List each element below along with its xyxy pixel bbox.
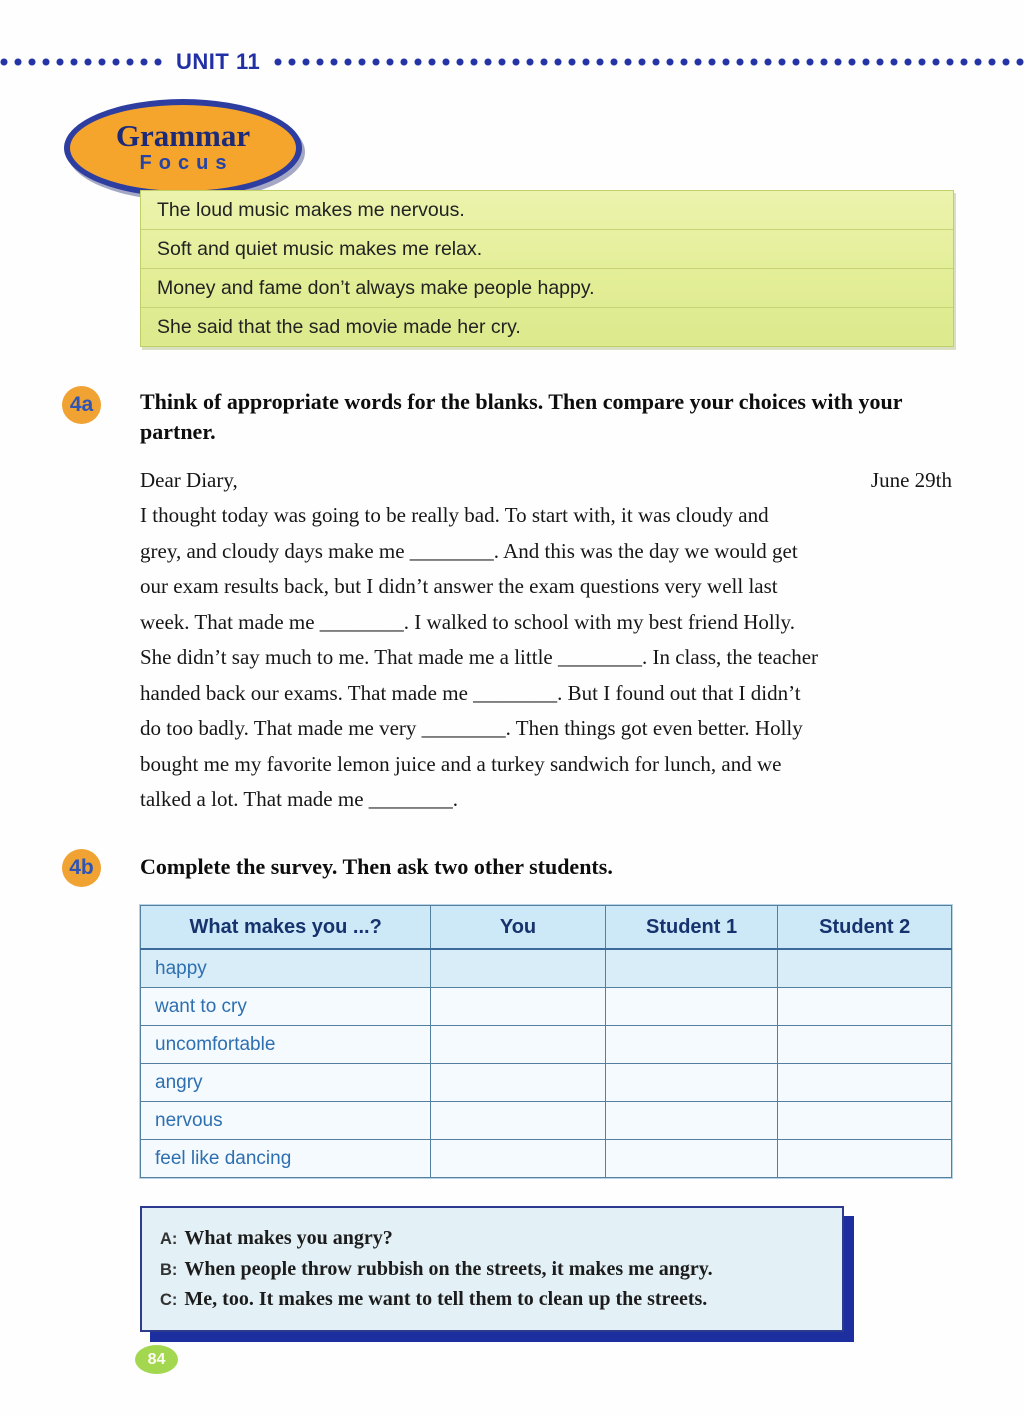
page-number-badge: 84 <box>135 1345 178 1374</box>
survey-cell-empty <box>605 949 778 988</box>
dialogue-line <box>160 1224 824 1255</box>
survey-row-label: want to cry <box>141 988 431 1026</box>
diary-text <box>140 463 952 818</box>
survey-cell-empty <box>778 1026 952 1064</box>
section-4b-instruction: Complete the survey. Then ask two other students. <box>140 854 613 879</box>
diary-date: June 29th <box>870 468 952 492</box>
survey-row-label: happy <box>141 949 431 988</box>
survey-cell-empty <box>778 1102 952 1140</box>
survey-header-student1: Student 1 <box>605 906 778 950</box>
grammar-focus-title: Grammar <box>115 118 251 153</box>
survey-cell-empty <box>605 1064 778 1102</box>
grammar-sentence: The loud music makes me nervous. <box>141 191 953 230</box>
survey-row-label: uncomfortable <box>141 1026 431 1064</box>
survey-row-label: angry <box>141 1064 431 1102</box>
dialogue-text: Me, too. It makes me want to tell them to clean up the streets. <box>184 1288 708 1310</box>
dialogue-line <box>160 1285 824 1316</box>
survey-row-label: nervous <box>141 1102 431 1140</box>
dotted-rule-right <box>274 58 1024 66</box>
survey-cell-empty <box>605 1102 778 1140</box>
survey-row <box>141 1140 952 1178</box>
survey-cell-empty <box>431 1026 605 1064</box>
sample-dialogue-box <box>140 1206 844 1332</box>
survey-row <box>141 988 952 1026</box>
survey-row <box>141 1026 952 1064</box>
dialogue-speaker: A: <box>160 1230 178 1248</box>
grammar-sentence: Soft and quiet music makes me relax. <box>141 230 953 269</box>
grammar-sentence: Money and fame don’t always make people happy. <box>141 269 953 308</box>
dialogue-text: What makes you angry? <box>184 1227 393 1249</box>
diary-line: talked a lot. That made me ________. <box>140 787 459 811</box>
dialogue-speaker: B: <box>160 1260 178 1279</box>
dialogue-text: When people throw rubbish on the streets, it makes me angry. <box>184 1257 713 1280</box>
unit-header <box>0 50 1024 74</box>
survey-header-student2: Student 2 <box>778 906 952 950</box>
section-4a-badge: 4a <box>62 386 101 424</box>
diary-line: bought me my favorite lemon juice and a turkey sandwich for lunch, and we <box>140 751 782 776</box>
dialogue-line <box>160 1255 824 1286</box>
survey-cell-empty <box>778 1140 952 1178</box>
survey-cell-empty <box>431 1140 605 1178</box>
grammar-focus-badge <box>64 99 302 197</box>
diary-line: our exam results back, but I didn’t answer the exam questions very well last <box>140 574 778 598</box>
survey-cell-empty <box>778 988 952 1026</box>
survey-cell-empty <box>778 1064 952 1102</box>
section-4a-instruction: Think of appropriate words for the blanks. Then compare your choices with your partner. <box>140 389 903 444</box>
diary-salutation: Dear Diary, <box>140 468 238 492</box>
survey-cell-empty <box>431 949 605 988</box>
diary-line: grey, and cloudy days make me ________. And this was the day we would get <box>140 538 798 563</box>
survey-cell-empty <box>431 1064 605 1102</box>
survey-cell-empty <box>431 1102 605 1140</box>
unit-label: UNIT 11 <box>176 49 261 74</box>
survey-row <box>141 1064 952 1102</box>
dialogue-speaker: C: <box>160 1291 178 1309</box>
grammar-sentence: She said that the sad movie made her cry. <box>157 316 521 338</box>
dotted-rule-left <box>0 58 162 66</box>
survey-cell-empty <box>431 988 605 1026</box>
survey-table <box>140 905 952 1178</box>
survey-row <box>141 1102 952 1140</box>
survey-row <box>141 949 952 988</box>
section-4b-badge: 4b <box>62 849 101 887</box>
diary-line: week. That made me ________. I walked to school with my best friend Holly. <box>140 609 795 634</box>
diary-line: handed back our exams. That made me ________. But I found out that I didn’t <box>140 680 801 705</box>
survey-cell-empty <box>605 988 778 1026</box>
survey-header-row <box>141 906 952 950</box>
grammar-focus-box <box>140 190 954 347</box>
survey-cell-empty <box>605 1140 778 1178</box>
diary-header <box>140 463 952 498</box>
diary-line: I thought today was going to be really bad. To start with, it was cloudy and <box>140 503 769 527</box>
diary-line: She didn’t say much to me. That made me a little ________. In class, the teacher <box>140 645 819 669</box>
survey-cell-empty <box>778 949 952 988</box>
grammar-focus-subtitle: Focus <box>139 152 234 174</box>
survey-header-question: What makes you ...? <box>141 906 431 950</box>
survey-row-label: feel like dancing <box>141 1140 431 1178</box>
diary-line: do too badly. That made me very ________. Then things got even better. Holly <box>140 716 803 740</box>
survey-header-you: You <box>431 906 605 950</box>
survey-cell-empty <box>605 1026 778 1064</box>
